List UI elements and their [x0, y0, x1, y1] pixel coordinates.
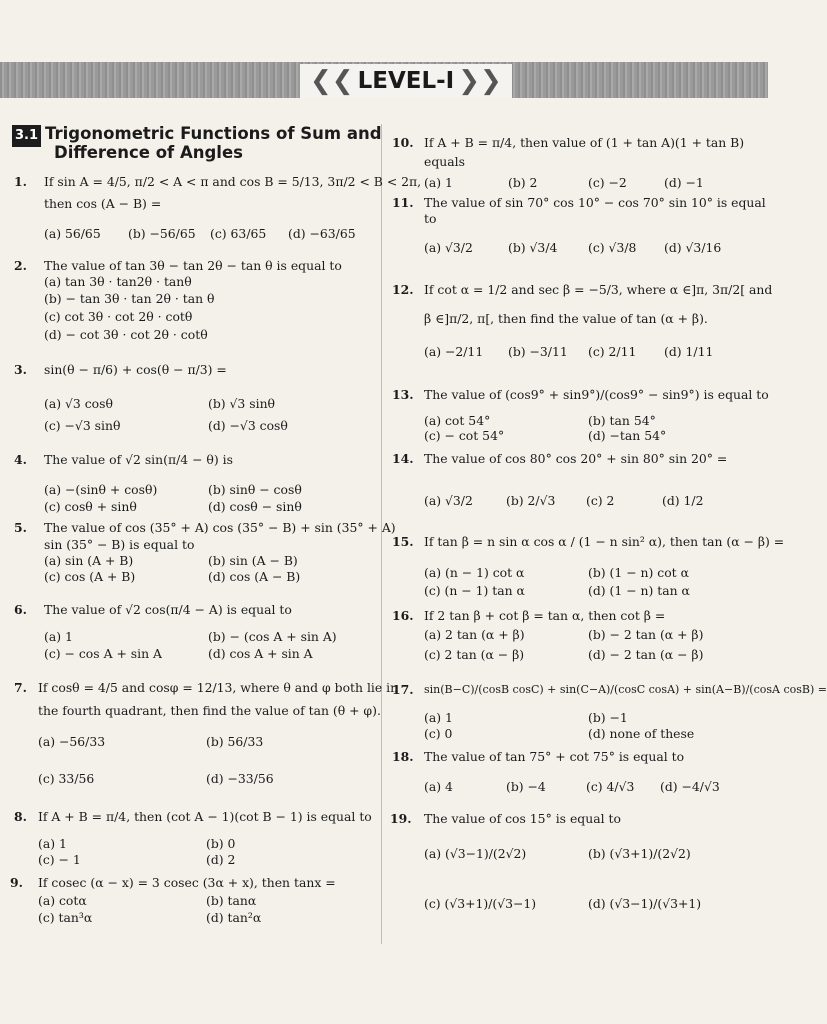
question-number: 17. — [392, 682, 414, 697]
option-c: (c) 2 — [586, 493, 615, 508]
option-d: (d) (1 − n) tan α — [588, 583, 690, 598]
option-b: (b) −3/11 — [508, 344, 568, 359]
option-d: (d) − cot 3θ · cot 2θ · cotθ — [44, 327, 208, 342]
option-c: (c) cot 3θ · cot 2θ · cotθ — [44, 309, 193, 324]
question-stem: The value of cos 80° cos 20° + sin 80° sin 20° = — [424, 451, 728, 466]
option-c: (c) √3/8 — [588, 240, 637, 255]
option-d: (d) tan²α — [206, 910, 262, 925]
option-b: (b) −4 — [506, 779, 546, 794]
option-a: (a) −2/11 — [424, 344, 484, 359]
option-a: (a) (√3−1)/(2√2) — [424, 846, 527, 861]
chevron-left-icon: ❮❮ — [310, 66, 354, 96]
question-number: 16. — [392, 608, 414, 623]
section-title-line2: Difference of Angles — [54, 143, 243, 162]
question-stem: The value of tan 75° + cot 75° is equal to — [424, 749, 685, 764]
question-stem: The value of cos 15° is equal to — [424, 811, 621, 826]
question-stem-continued: the fourth quadrant, then find the value of tan (θ + φ). — [38, 703, 381, 718]
option-d: (d) cos A + sin A — [208, 646, 313, 661]
option-d: (d) cosθ − sinθ — [208, 499, 302, 514]
option-a: (a) 1 — [424, 175, 453, 190]
question-stem: If A + B = π/4, then (cot A − 1)(cot B − 1) is equal to — [38, 809, 372, 824]
option-c: (c) cosθ + sinθ — [44, 499, 137, 514]
option-c: (c) tan³α — [38, 910, 93, 925]
option-a: (a) 1 — [44, 629, 73, 644]
question-stem: If sin A = 4/5, π/2 < A < π and cos B = 5/13, 3π/2 < B < 2π, — [44, 174, 422, 189]
question-number: 13. — [392, 387, 414, 402]
option-b: (b) (1 − n) cot α — [588, 565, 689, 580]
option-a: (a) √3/2 — [424, 493, 473, 508]
question-stem: If cosθ = 4/5 and cosφ = 12/13, where θ and φ both lie in — [38, 680, 399, 695]
question-stem: The value of √2 sin(π/4 − θ) is — [44, 452, 233, 467]
question-stem-continued: sin (35° − B) is equal to — [44, 537, 195, 552]
option-d: (d) −63/65 — [288, 226, 356, 241]
question-stem: If 2 tan β + cot β = tan α, then cot β = — [424, 608, 666, 623]
chevron-right-icon: ❯❯ — [458, 66, 502, 96]
question-stem: The value of √2 cos(π/4 − A) is equal to — [44, 602, 292, 617]
option-a: (a) √3 cosθ — [44, 396, 113, 411]
question-stem: The value of sin 70° cos 10° − cos 70° sin 10° is equal — [424, 195, 766, 210]
option-b: (b) tan 54° — [588, 413, 656, 428]
option-b: (b) sin (A − B) — [208, 553, 298, 568]
section-title-line1: Trigonometric Functions of Sum and — [45, 124, 382, 143]
option-d: (d) 2 — [206, 852, 236, 867]
option-d: (d) none of these — [588, 726, 695, 741]
option-a: (a) sin (A + B) — [44, 553, 134, 568]
option-c: (c) −√3 sinθ — [44, 418, 121, 433]
question-number: 18. — [392, 749, 414, 764]
option-a: (a) 2 tan (α + β) — [424, 627, 525, 642]
option-b: (b) 2 — [508, 175, 538, 190]
question-stem: If A + B = π/4, then value of (1 + tan A)(1 + tan B) — [424, 135, 745, 150]
question-stem: The value of (cos9° + sin9°)/(cos9° − sin9°) is equal to — [424, 387, 769, 402]
section-number: 3.1 — [12, 125, 41, 147]
option-c: (c) −2 — [588, 175, 627, 190]
question-stem: If cosec (α − x) = 3 cosec (3α + x), then tanx = — [38, 875, 336, 890]
option-c: (c) 2 tan (α − β) — [424, 647, 525, 662]
option-b: (b) − (cos A + sin A) — [208, 629, 337, 644]
option-a: (a) 4 — [424, 779, 453, 794]
option-c: (c) (√3+1)/(√3−1) — [424, 896, 537, 911]
option-b: (b) 56/33 — [206, 734, 264, 749]
question-number: 1. — [14, 174, 27, 189]
option-b: (b) √3/4 — [508, 240, 558, 255]
option-c: (c) cos (A + B) — [44, 569, 136, 584]
option-c: (c) 63/65 — [210, 226, 267, 241]
option-d: (d) −√3 cosθ — [208, 418, 288, 433]
option-d: (d) −4/√3 — [660, 779, 720, 794]
question-number: 14. — [392, 451, 414, 466]
option-a: (a) tan 3θ · tan2θ · tanθ — [44, 274, 192, 289]
option-d: (d) (√3−1)/(√3+1) — [588, 896, 702, 911]
option-a: (a) 1 — [424, 710, 453, 725]
option-c: (c) 0 — [424, 726, 453, 741]
question-stem: If tan β = n sin α cos α / (1 − n sin² α), then tan (α − β) = — [424, 534, 785, 549]
question-number: 6. — [14, 602, 27, 617]
option-b: (b) (√3+1)/(2√2) — [588, 846, 691, 861]
option-a: (a) 56/65 — [44, 226, 101, 241]
option-b: (b) −56/65 — [128, 226, 196, 241]
level-title-box — [300, 64, 512, 98]
option-d: (d) −33/56 — [206, 771, 274, 786]
question-stem: The value of cos (35° + A) cos (35° − B) + sin (35° + A) — [44, 520, 396, 535]
option-d: (d) cos (A − B) — [208, 569, 301, 584]
option-b: (b) 0 — [206, 836, 236, 851]
option-c: (c) 2/11 — [588, 344, 637, 359]
option-a: (a) (n − 1) cot α — [424, 565, 525, 580]
question-number: 15. — [392, 534, 414, 549]
option-c: (c) (n − 1) tan α — [424, 583, 525, 598]
option-b: (b) −1 — [588, 710, 628, 725]
option-c: (c) 33/56 — [38, 771, 95, 786]
question-number: 10. — [392, 135, 414, 150]
question-number: 3. — [14, 362, 27, 377]
option-a: (a) −56/33 — [38, 734, 106, 749]
question-number: 12. — [392, 282, 414, 297]
option-c: (c) − cos A + sin A — [44, 646, 162, 661]
question-number: 9. — [10, 875, 23, 890]
option-d: (d) √3/16 — [664, 240, 722, 255]
question-stem-continued: then cos (A − B) = — [44, 196, 162, 211]
option-a: (a) √3/2 — [424, 240, 473, 255]
option-a: (a) cot 54° — [424, 413, 491, 428]
option-b: (b) sinθ − cosθ — [208, 482, 302, 497]
option-b: (b) tanα — [206, 893, 257, 908]
question-stem: sin(θ − π/6) + cos(θ − π/3) = — [44, 362, 227, 377]
question-stem-continued: equals — [424, 154, 465, 169]
page-title: LEVEL-I — [357, 68, 455, 94]
question-stem: The value of tan 3θ − tan 2θ − tan θ is equal to — [44, 258, 342, 273]
question-number: 5. — [14, 520, 27, 535]
option-d: (d) −tan 54° — [588, 428, 667, 443]
option-c: (c) − cot 54° — [424, 428, 505, 443]
option-d: (d) 1/11 — [664, 344, 714, 359]
question-number: 7. — [14, 680, 27, 695]
option-a: (a) −(sinθ + cosθ) — [44, 482, 158, 497]
question-number: 4. — [14, 452, 27, 467]
question-number: 2. — [14, 258, 27, 273]
question-number: 19. — [390, 811, 412, 826]
option-c: (c) 4/√3 — [586, 779, 635, 794]
option-c: (c) − 1 — [38, 852, 81, 867]
question-stem-continued: β ∈]π/2, π[, then find the value of tan (α + β). — [424, 311, 708, 326]
question-stem: If cot α = 1/2 and sec β = −5/3, where α ∈]π, 3π/2[ and — [424, 282, 773, 297]
option-b: (b) √3 sinθ — [208, 396, 276, 411]
option-b: (b) − tan 3θ · tan 2θ · tan θ — [44, 291, 215, 306]
option-d: (d) 1/2 — [662, 493, 704, 508]
option-d: (d) − 2 tan (α − β) — [588, 647, 704, 662]
option-a: (a) cotα — [38, 893, 87, 908]
option-b: (b) − 2 tan (α + β) — [588, 627, 704, 642]
option-d: (d) −1 — [664, 175, 704, 190]
question-stem: sin(B−C)/(cosB cosC) + sin(C−A)/(cosC cosA) + sin(A−B)/(cosA cosB) = — [424, 683, 827, 696]
option-a: (a) 1 — [38, 836, 67, 851]
option-b: (b) 2/√3 — [506, 493, 556, 508]
question-number: 11. — [392, 195, 414, 210]
question-number: 8. — [14, 809, 27, 824]
question-stem-continued: to — [424, 211, 437, 226]
